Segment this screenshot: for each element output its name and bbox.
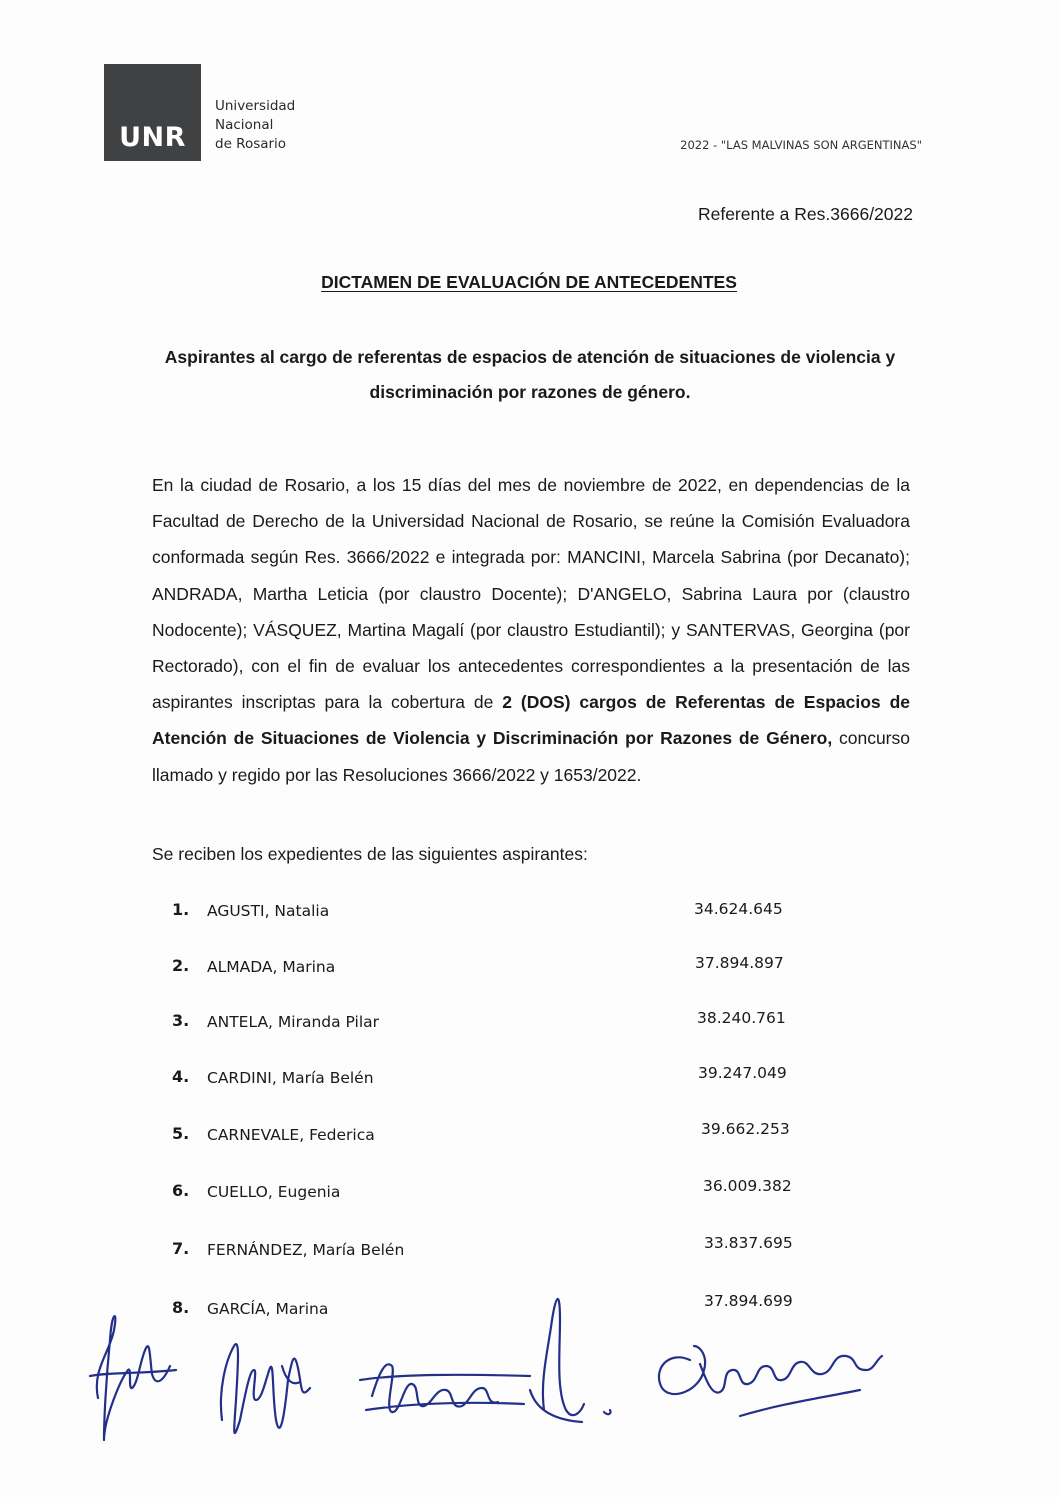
candidate-dni: 33.837.695	[704, 1234, 793, 1252]
candidate-number: 6.	[172, 1181, 190, 1200]
candidates-intro: Se reciben los expedientes de las siguientes aspirantes:	[152, 844, 588, 864]
candidate-number: 8.	[172, 1298, 190, 1317]
list-item	[0, 900, 1058, 926]
signatures-drawing	[0, 1270, 1058, 1497]
candidate-dni: 39.662.253	[701, 1120, 790, 1138]
signatures	[0, 1270, 1058, 1497]
list-item	[0, 956, 1058, 982]
logo-abbr: UNR	[119, 122, 186, 153]
candidate-name: CARDINI, María Belén	[207, 1069, 374, 1087]
candidate-name: FERNÁNDEZ, María Belén	[207, 1241, 405, 1259]
signature-3	[360, 1364, 530, 1412]
candidate-name: CARNEVALE, Federica	[207, 1126, 375, 1144]
candidate-number: 4.	[172, 1067, 190, 1086]
resolution-reference: Referente a Res.3666/2022	[697, 204, 913, 224]
candidate-number: 3.	[172, 1011, 190, 1030]
candidate-name: CUELLO, Eugenia	[207, 1183, 341, 1201]
body-bold-text: 2 (DOS) cargos de Referentas de Espacios de Atención de Situaciones de Violencia y Discriminación por Razones de Género,	[152, 692, 910, 749]
candidate-dni: 37.894.897	[695, 954, 784, 972]
unr-logo	[104, 64, 201, 161]
candidate-dni: 38.240.761	[697, 1009, 786, 1027]
institution-name	[215, 97, 295, 154]
candidate-name: ANTELA, Miranda Pilar	[207, 1013, 380, 1031]
document-title: DICTAMEN DE EVALUACIÓN DE ANTECEDENTES	[321, 272, 737, 292]
list-item	[0, 1011, 1058, 1037]
signature-4	[530, 1299, 611, 1422]
body-text: concurso llamado y regido por las Resoluciones 3666/2022 y 1653/2022.	[152, 728, 910, 785]
candidate-dni: 39.247.049	[698, 1064, 787, 1082]
list-item	[0, 1120, 1058, 1150]
candidate-number: 1.	[172, 900, 190, 919]
institution-line: Nacional	[215, 117, 274, 133]
header-motto: 2022 - "LAS MALVINAS SON ARGENTINAS"	[680, 138, 922, 152]
institution-line: Universidad	[215, 98, 296, 114]
candidate-number: 7.	[172, 1239, 190, 1258]
list-item	[0, 1234, 1058, 1265]
candidate-dni: 34.624.645	[694, 900, 783, 918]
candidate-number: 2.	[172, 956, 190, 975]
candidate-dni: 36.009.382	[703, 1177, 792, 1195]
list-item	[0, 1177, 1058, 1207]
candidate-name: GARCÍA, Marina	[207, 1300, 329, 1318]
list-item	[0, 1064, 1058, 1093]
candidate-name: AGUSTI, Natalia	[207, 902, 330, 920]
body-text: En la ciudad de Rosario, a los 15 días del mes de noviembre de 2022, en dependencias de la Facultad de Derecho de la Universidad Nacional de Rosario, se reúne la Comisión Evaluadora conformada según Res. 3666/2022 e integrada por: MANCINI, Marcela Sabrina (por Decanato); ANDRADA, Martha Leticia (por claustro Docente); D'ANGELO, Sabrina Laura por (claustro Nodocente); VÁSQUEZ, Martina Magalí (por claustro Estudiantil); y SANTERVAS, Georgina (por Rectorado), con el fin de evaluar los antecedentes correspondientes a la presentación de las aspirantes inscriptas para la cobertura de	[152, 475, 910, 713]
signature-2	[221, 1344, 310, 1433]
candidate-dni: 37.894.699	[704, 1292, 793, 1310]
institution-line: de Rosario	[215, 136, 287, 152]
candidate-number: 5.	[172, 1124, 190, 1143]
body-paragraph	[152, 467, 910, 793]
document-subtitle: Aspirantes al cargo de referentas de espacios de atención de situaciones de violencia y discriminación por razones de género.	[164, 347, 896, 402]
candidate-name: ALMADA, Marina	[207, 958, 336, 976]
signature-5	[659, 1346, 882, 1416]
signature-1	[90, 1316, 176, 1440]
